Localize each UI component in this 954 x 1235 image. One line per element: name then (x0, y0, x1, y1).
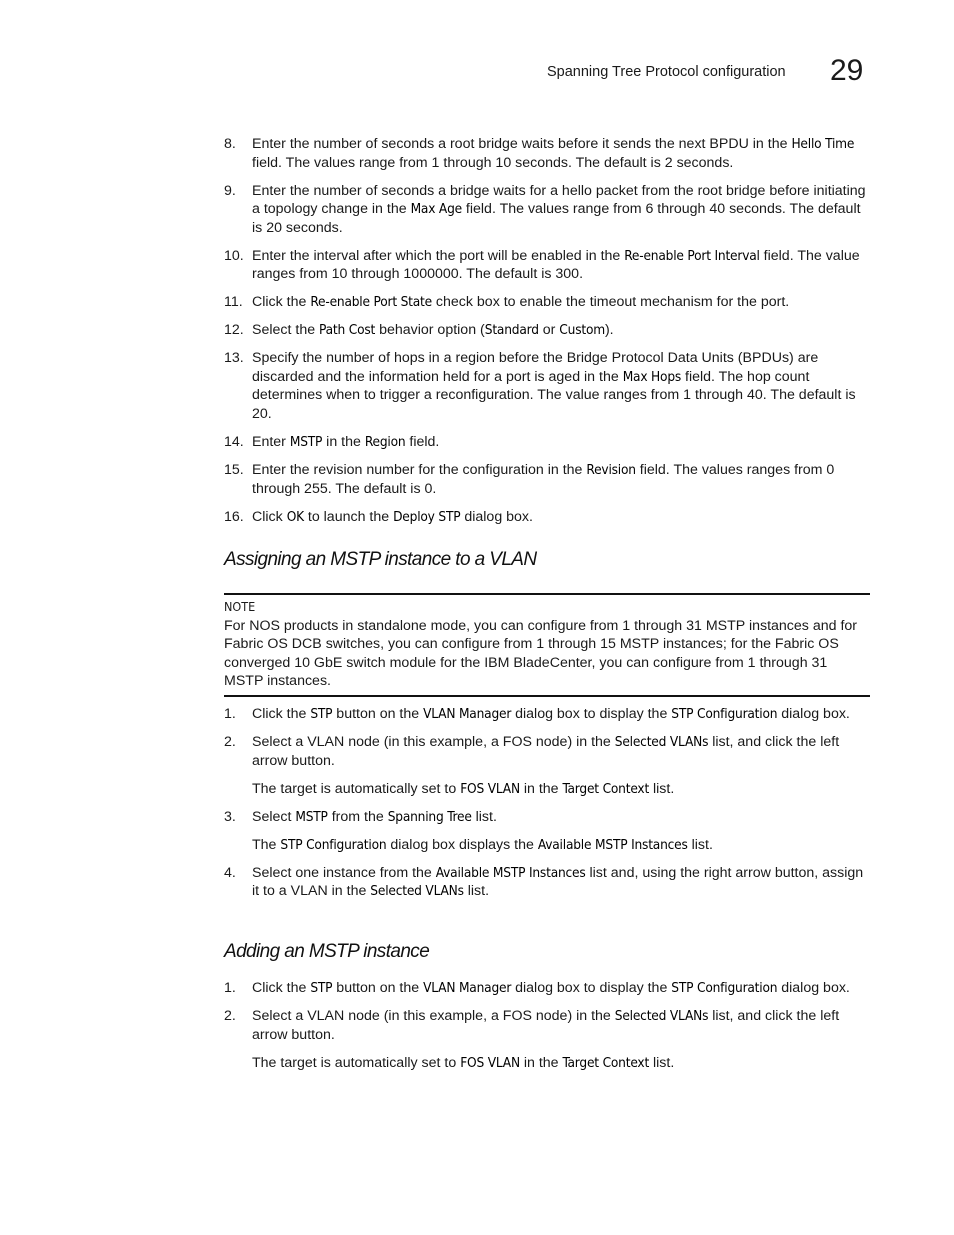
step-text: field. The value ranges from 10 through 1000000. The default is 300. (252, 247, 860, 283)
ui-term: VLAN Manager (423, 706, 512, 722)
step-text: Enter (252, 434, 290, 451)
step-text: ). (604, 322, 614, 339)
step-text: or (538, 322, 560, 339)
ui-term: VLAN Manager (423, 980, 512, 996)
ui-term: Region (364, 434, 406, 451)
step-text: The target is automatically set to (252, 780, 461, 797)
step-text: dialog box to display the (511, 706, 672, 722)
list-item (224, 705, 870, 724)
step-number: 9. (224, 182, 236, 199)
ui-term: MSTP (289, 434, 323, 451)
ui-term: STP Configuration (671, 706, 778, 722)
step-followup (252, 1054, 870, 1073)
step-text: in the (519, 780, 563, 797)
step-body (252, 433, 870, 452)
step-text: field. The hop count determines when to trigger a reconfiguration. The value ranges from 1 through 40. The default is 20. (252, 368, 856, 423)
step-text: field. The values range from 6 through 40 seconds. The default is 20 seconds. (252, 201, 861, 236)
step-body (252, 349, 870, 423)
step-body (252, 705, 870, 724)
list-item (224, 461, 870, 498)
ui-term: FOS VLAN (460, 1054, 520, 1071)
step-text: Click the (252, 980, 311, 996)
ui-term: FOS VLAN (460, 780, 520, 797)
step-body (252, 182, 870, 238)
step-text: check box to enable the timeout mechanism for the port. (431, 294, 790, 311)
step-text: list. (463, 883, 490, 900)
list-item (224, 247, 870, 284)
steps-list-assign-mstp (224, 705, 870, 910)
step-text: The (252, 836, 281, 853)
step-body (252, 864, 870, 901)
ui-term: Revision (586, 462, 636, 479)
step-text: list, and click the left arrow button. (252, 733, 840, 769)
step-text: Click the (252, 294, 311, 311)
ui-term: Path Cost (319, 322, 376, 339)
ui-term: Selected VLANs (370, 883, 464, 900)
step-followup (252, 836, 870, 855)
list-item (224, 1007, 870, 1044)
ui-term: Available MSTP Instances (537, 836, 688, 853)
step-text: Specify the number of hops in a region before the Bridge Protocol Data Units (BPDUs) are discarded and the information held for a port is aged in the (252, 350, 819, 385)
running-header-title: Spanning Tree Protocol configuration (547, 64, 786, 80)
ui-term: Selected VLANs (614, 1007, 709, 1024)
step-text: Select a VLAN node (in this example, a FOS node) in the (252, 1007, 615, 1024)
step-number: 14. (224, 434, 244, 451)
step-text: in the (519, 1054, 563, 1071)
step-text: button on the (332, 980, 424, 996)
step-text: field. The values range from 1 through 10 seconds. The default is 2 seconds. (252, 154, 734, 171)
step-text: Enter the number of seconds a bridge waits for a hello packet from the root bridge before initiating a topology change in the (252, 182, 866, 218)
list-item (224, 979, 870, 998)
step-text: list. (649, 780, 675, 797)
step-text: field. (405, 434, 440, 451)
step-body (252, 979, 870, 998)
step-number: 1. (224, 706, 236, 722)
step-text: Click the (252, 706, 311, 722)
ui-term: Target Context (562, 780, 650, 797)
list-item (224, 864, 870, 901)
list-item (224, 508, 870, 527)
step-text: list, and click the left arrow button. (252, 1007, 840, 1043)
list-item (224, 293, 870, 312)
step-text: field. The values ranges from 0 through 255. The default is 0. (252, 462, 835, 497)
step-text: Select one instance from the (252, 864, 436, 881)
step-body (252, 293, 870, 312)
step-number: 12. (224, 322, 244, 339)
note-label: NOTE (224, 599, 256, 614)
section-title-assign-mstp: Assigning an MSTP instance to a VLAN (224, 549, 537, 570)
ui-term: MSTP (295, 808, 328, 825)
step-number: 10. (224, 247, 244, 264)
ui-term: Available MSTP Instances (435, 864, 586, 881)
step-body (252, 135, 870, 172)
step-text: The target is automatically set to (252, 1054, 461, 1071)
step-number: 13. (224, 350, 244, 367)
step-text: list. (471, 808, 497, 825)
ui-term: STP (310, 706, 333, 722)
ui-term: Hello Time (791, 136, 855, 152)
step-text: dialog box. (460, 508, 533, 525)
list-item (224, 182, 870, 238)
step-number: 8. (224, 136, 236, 152)
ui-term: STP Configuration (671, 980, 778, 996)
step-text: Click (252, 508, 287, 525)
section-title-add-mstp: Adding an MSTP instance (224, 941, 430, 962)
ui-term: OK (286, 508, 304, 525)
ui-term: Max Hops (622, 368, 682, 385)
ui-term: Target Context (562, 1054, 650, 1071)
step-number: 3. (224, 808, 236, 825)
ui-term: Re-enable Port State (310, 294, 432, 311)
step-text: Enter the revision number for the configuration in the (252, 462, 587, 479)
step-text: behavior option ( (375, 322, 485, 339)
step-number: 15. (224, 462, 244, 479)
step-text: button on the (332, 706, 424, 722)
step-body (252, 808, 870, 827)
step-text: from the (327, 808, 388, 825)
ui-term: STP Configuration (280, 836, 387, 853)
step-text: list and, using the right arrow button, assign it to a VLAN in the (252, 864, 864, 900)
step-number: 11. (224, 294, 243, 311)
list-item (224, 135, 870, 172)
step-number: 2. (224, 1007, 236, 1024)
list-item (224, 733, 870, 770)
step-text: list. (687, 836, 713, 853)
step-text: dialog box. (777, 706, 850, 722)
step-followup (252, 780, 870, 799)
list-item (224, 433, 870, 452)
steps-list-stp-settings (224, 135, 870, 536)
step-text: dialog box. (777, 980, 850, 996)
step-text: Enter the interval after which the port will be enabled in the (252, 247, 625, 264)
ui-term: Selected VLANs (614, 733, 709, 750)
list-item (224, 321, 870, 340)
step-text: list. (649, 1054, 675, 1071)
ui-term: Spanning Tree (387, 808, 472, 825)
step-text: dialog box to display the (511, 980, 672, 996)
step-text: dialog box displays the (386, 836, 538, 853)
step-body (252, 247, 870, 284)
ui-term: Custom (559, 322, 605, 339)
step-number: 4. (224, 864, 236, 881)
list-item (224, 808, 870, 827)
steps-list-add-mstp (224, 979, 870, 1082)
ui-term: Max Age (410, 201, 462, 218)
step-body (252, 321, 870, 340)
step-body (252, 508, 870, 527)
list-item (224, 349, 870, 423)
note-text: For NOS products in standalone mode, you can configure from 1 through 31 MSTP instances and for Fabric OS DCB switches, you can configure from 1 through 15 MSTP instances; for the Fabric OS converged 10 GbE switch module for the IBM BladeCenter, you can configure from 1 through 31 MSTP instances. (224, 617, 857, 690)
step-text: in the (322, 434, 365, 451)
step-number: 16. (224, 508, 244, 525)
ui-term: Standard (484, 322, 539, 339)
chapter-number: 29 (830, 54, 864, 87)
ui-term: Re-enable Port Interval (624, 247, 760, 264)
step-body (252, 1007, 870, 1044)
note-box (224, 593, 870, 697)
step-body (252, 461, 870, 498)
ui-term: STP (310, 980, 333, 996)
step-text: Select the (252, 322, 320, 339)
ui-term: Deploy STP (393, 508, 461, 525)
step-number: 2. (224, 733, 236, 750)
step-number: 1. (224, 980, 236, 996)
step-text: to launch the (303, 508, 394, 525)
step-body (252, 733, 870, 770)
step-text: Select a VLAN node (in this example, a FOS node) in the (252, 733, 615, 750)
step-text: Select (252, 808, 296, 825)
step-text: Enter the number of seconds a root bridge waits before it sends the next BPDU in the (252, 136, 792, 152)
